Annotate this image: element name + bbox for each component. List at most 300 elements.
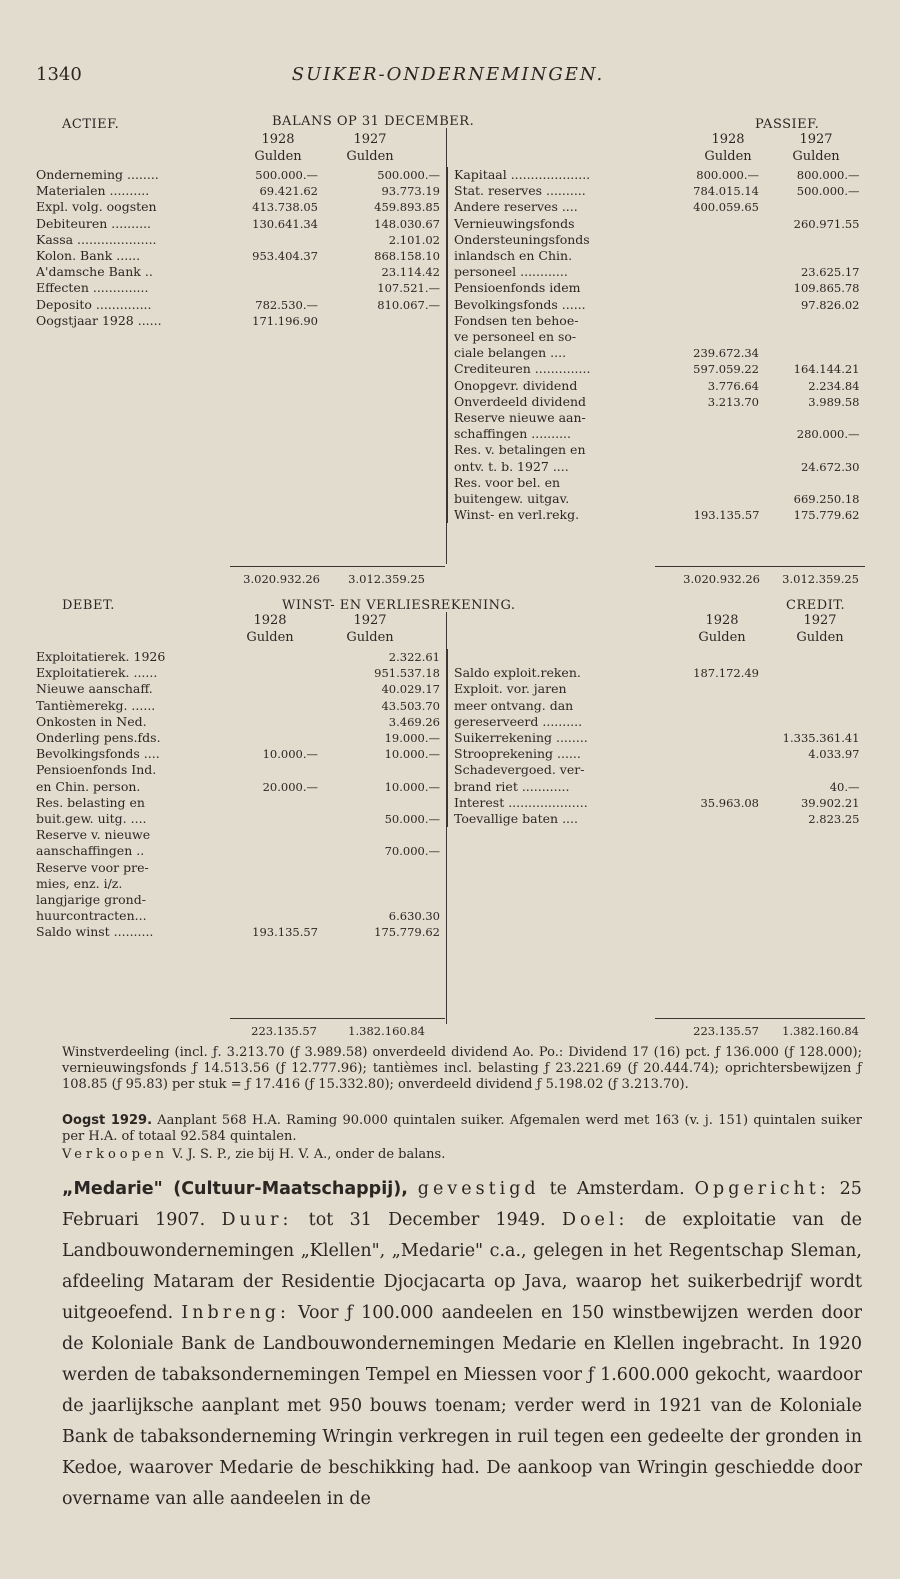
- page-header: [36, 64, 860, 90]
- row-label: personeel ............: [448, 264, 654, 280]
- row-label: buit.gew. uitg. ....: [36, 811, 147, 827]
- row-label: Res. voor bel. en: [448, 475, 654, 491]
- debet-row: [36, 795, 446, 811]
- value-1927: 107.521.—: [377, 281, 440, 296]
- value-1927: 19.000.—: [384, 731, 440, 746]
- row-label: huurcontracten...: [36, 908, 147, 924]
- row-label: aanschaffingen ..: [36, 843, 145, 859]
- value-1928: [232, 876, 324, 892]
- passief-table: [447, 167, 866, 523]
- row-label: Effecten ..............: [36, 280, 149, 296]
- value-1927: 810.067.—: [377, 297, 440, 312]
- value-1928: [654, 216, 766, 232]
- actief-year-b: 1927: [353, 132, 387, 147]
- passief-row: [448, 507, 866, 523]
- value-1928: [232, 892, 324, 908]
- actief-unit-b: Gulden: [346, 149, 394, 164]
- value-1928: [654, 313, 766, 329]
- row-label: mies, enz. i/z.: [36, 875, 123, 891]
- value-1927: 10.000.—: [384, 779, 440, 794]
- value-1928: [654, 410, 766, 426]
- row-label: Oogstjaar 1928 ......: [36, 312, 162, 328]
- debet-row: [36, 665, 446, 681]
- passief-row: [448, 410, 866, 426]
- value-1928: [232, 908, 324, 924]
- debet-row: [36, 876, 446, 892]
- debet-unit-b: Gulden: [346, 630, 394, 645]
- value-1927: [766, 762, 866, 778]
- value-1927: 175.779.62: [793, 508, 860, 523]
- pl-title: WINST- EN VERLIESREKENING.: [282, 598, 516, 613]
- passief-row: [448, 232, 866, 248]
- passief-row: [448, 199, 866, 215]
- passief-row: [448, 297, 866, 313]
- passief-row: [448, 313, 866, 329]
- value-1928: [654, 811, 766, 827]
- debet-total-rule: [230, 1018, 445, 1019]
- passief-label: PASSIEF.: [755, 117, 820, 132]
- value-1928: [654, 329, 766, 345]
- debet-row: [36, 843, 446, 859]
- doel-label: Doel:: [561, 1210, 629, 1230]
- debet-row: [36, 924, 446, 940]
- debet-row: [36, 730, 446, 746]
- value-1927: [766, 649, 866, 665]
- value-1927: 40.—: [829, 779, 860, 794]
- value-1927: 164.144.21: [793, 362, 860, 377]
- passief-year-a: 1928: [711, 132, 745, 147]
- winstverdeeling-note: Winstverdeeling (incl. ƒ. 3.213.70 (ƒ 3.989.58) onverdeeld dividend Ao. Po.: Dividend 17 (16) pct. ƒ 136.000 (ƒ 128.000); vernieuwingsfonds ƒ 14.513.56 (ƒ 12.777.96); tantièmes incl. belasting ƒ 23.221.69 (ƒ 20.444.74); oprichtersbewijzen ƒ 108.85 (ƒ 95.83) per stuk = ƒ 17.416 (ƒ 15.332.80); onverdeeld dividend ƒ 5.198.02 (ƒ 3.213.70).: [62, 1045, 862, 1092]
- row-label: Onverdeeld dividend: [448, 394, 654, 410]
- row-label: Onopgevr. dividend: [448, 378, 654, 394]
- row-label: Andere reserves ....: [448, 199, 654, 215]
- value-1927: 24.672.30: [800, 459, 860, 474]
- value-1927: 1.335.361.41: [782, 731, 860, 745]
- row-label: Saldo winst ..........: [36, 924, 154, 940]
- credit-unit-a: Gulden: [698, 630, 746, 645]
- oogst-text: Aanplant 568 H.A. Raming 90.000 quintalen suiker. Afgemalen werd met 163 (v. j. 151) quintalen suiker per H.A. of totaal 92.584 quintalen.: [62, 1113, 862, 1144]
- doel-text: de exploitatie van de Landbouwondernemingen „Klellen", „Medarie" c.a., gelegen in het Regentschap Sleman, afdeeling Mataram der Residentie Djocjacarta op Java, waarop het suikerbedrijf wordt uitgeoefend.: [62, 1210, 862, 1323]
- value-1928: 69.421.62: [259, 184, 318, 199]
- passief-row: [448, 216, 866, 232]
- row-label: Onderneming ........: [36, 167, 159, 182]
- row-label: Reserve nieuwe aan-: [448, 410, 654, 426]
- actief-row: [36, 280, 446, 296]
- debet-unit-a: Gulden: [246, 630, 294, 645]
- actief-total-a: 3.020.932.26: [243, 572, 320, 586]
- value-1928: 10.000.—: [262, 747, 318, 762]
- value-1928: [654, 297, 766, 313]
- credit-unit-b: Gulden: [796, 630, 844, 645]
- credit-row: [448, 811, 866, 827]
- row-label: Interest ....................: [448, 795, 654, 811]
- value-1927: 43.503.70: [381, 698, 440, 713]
- passief-total-a: 3.020.932.26: [683, 572, 760, 586]
- credit-row: [448, 665, 866, 681]
- debet-row: [36, 746, 446, 762]
- passief-total-b: 3.012.359.25: [782, 572, 859, 586]
- debet-row: [36, 892, 446, 908]
- value-1928: [232, 795, 324, 811]
- value-1928: [654, 649, 766, 665]
- row-label: Tantièmerekg. ......: [36, 697, 156, 713]
- value-1928: [654, 264, 766, 280]
- passief-row: [448, 329, 866, 345]
- value-1928: 782.530.—: [255, 297, 318, 312]
- value-1928: [654, 248, 766, 264]
- value-1927: 280.000.—: [796, 427, 860, 442]
- gevestigd-text: te Amsterdam.: [549, 1179, 685, 1199]
- credit-total-a: 223.135.57: [693, 1024, 759, 1038]
- credit-row: [448, 649, 866, 665]
- passief-row: [448, 442, 866, 458]
- value-1928: [654, 746, 766, 762]
- page-number: 1340: [36, 64, 82, 85]
- passief-row: [448, 394, 866, 410]
- actief-row: [36, 232, 446, 248]
- row-label: Pensioenfonds Ind.: [36, 762, 157, 778]
- passief-total-rule: [655, 566, 865, 567]
- row-label: Bevolkingsfonds ....: [36, 746, 160, 762]
- value-1927: 459.893.85: [374, 200, 440, 215]
- debet-row: [36, 827, 446, 843]
- value-1928: [232, 280, 324, 296]
- value-1927: [766, 410, 866, 426]
- value-1927: [766, 329, 866, 345]
- opgericht-label: Opgericht:: [694, 1179, 830, 1199]
- value-1927: 6.630.30: [388, 909, 440, 924]
- row-label: Deposito ..............: [36, 296, 152, 312]
- value-1927: 3.989.58: [808, 394, 860, 409]
- row-label: Exploit. vor. jaren: [448, 681, 654, 697]
- row-label: en Chin. person.: [36, 778, 141, 794]
- value-1928: 400.059.65: [693, 200, 759, 215]
- passief-unit-a: Gulden: [704, 149, 752, 164]
- value-1927: 2.234.84: [808, 378, 860, 393]
- value-1928: [232, 762, 324, 778]
- row-label: Schadevergoed. ver-: [448, 762, 654, 778]
- row-label: Stat. reserves ..........: [448, 183, 654, 199]
- value-1928: 239.672.34: [693, 346, 759, 361]
- value-1927: 109.865.78: [793, 281, 860, 296]
- row-label: gereserveerd ..........: [448, 714, 654, 730]
- value-1927: 500.000.—: [377, 168, 440, 182]
- value-1927: 4.033.97: [808, 747, 860, 762]
- value-1927: [766, 698, 866, 714]
- value-1927: 500.000.—: [796, 184, 860, 199]
- opgericht-text: 25 Februari 1907.: [62, 1179, 862, 1230]
- row-label: Pensioenfonds idem: [448, 280, 654, 296]
- value-1927: 3.469.26: [388, 714, 440, 729]
- value-1927: 23.114.42: [381, 265, 440, 280]
- value-1928: [232, 827, 324, 843]
- passief-row: [448, 248, 866, 264]
- row-label: brand riet ............: [448, 779, 654, 795]
- actief-table: [36, 167, 446, 329]
- row-label: ontv. t. b. 1927 ....: [448, 459, 654, 475]
- row-label: Kolon. Bank ......: [36, 248, 141, 264]
- value-1928: 800.000.—: [696, 168, 759, 182]
- debet-row: [36, 698, 446, 714]
- row-label: Onkosten in Ned.: [36, 713, 147, 729]
- row-label: Kapitaal ....................: [448, 167, 654, 183]
- value-1928: [232, 843, 324, 859]
- actief-row: [36, 167, 446, 183]
- debet-row: [36, 762, 446, 778]
- row-label: Saldo exploit.reken.: [448, 665, 654, 681]
- value-1927: 39.902.21: [800, 795, 860, 810]
- value-1928: 3.776.64: [707, 378, 759, 393]
- value-1928: [232, 649, 324, 665]
- credit-row: [448, 746, 866, 762]
- running-title: SUIKER-ONDERNEMINGEN.: [291, 64, 605, 85]
- row-label: meer ontvang. dan: [448, 698, 654, 714]
- row-label: Debiteuren ..........: [36, 215, 152, 231]
- value-1928: [654, 459, 766, 475]
- passief-row: [448, 167, 866, 183]
- row-label: Reserve voor pre-: [36, 859, 149, 875]
- value-1927: 93.773.19: [381, 184, 440, 199]
- passief-row: [448, 280, 866, 296]
- duur-label: Duur:: [221, 1210, 293, 1230]
- row-label: Exploitatierek. ......: [36, 665, 158, 681]
- credit-year-b: 1927: [803, 613, 837, 628]
- value-1927: [766, 232, 866, 248]
- actief-year-a: 1928: [261, 132, 295, 147]
- credit-year-a: 1928: [705, 613, 739, 628]
- row-label: Res. v. betalingen en: [448, 442, 654, 458]
- actief-row: [36, 264, 446, 280]
- debet-year-a: 1928: [253, 613, 287, 628]
- debet-total-b: 1.382.160.84: [348, 1024, 425, 1038]
- row-label: Onderling pens.fds.: [36, 730, 161, 746]
- inbreng-label: Inbreng:: [181, 1303, 290, 1323]
- value-1927: [766, 345, 866, 361]
- value-1927: 175.779.62: [374, 925, 440, 940]
- oogst-label: Oogst 1929.: [62, 1113, 153, 1128]
- value-1927: [324, 795, 446, 811]
- row-label: schaffingen ..........: [448, 426, 654, 442]
- value-1927: 50.000.—: [384, 812, 440, 827]
- row-label: Suikerrekening ........: [448, 730, 654, 746]
- actief-unit-a: Gulden: [254, 149, 302, 164]
- value-1928: [232, 232, 324, 248]
- value-1928: 20.000.—: [262, 779, 318, 794]
- value-1928: 193.135.57: [693, 508, 760, 523]
- actief-row: [36, 297, 446, 313]
- gevestigd-label: gevestigd: [417, 1179, 540, 1199]
- balance-title: BALANS OP 31 DECEMBER.: [272, 114, 475, 129]
- actief-row: [36, 313, 446, 329]
- value-1928: [232, 665, 324, 681]
- value-1927: [766, 475, 866, 491]
- value-1928: [654, 681, 766, 697]
- value-1928: [654, 698, 766, 714]
- value-1928: 500.000.—: [255, 168, 318, 182]
- value-1927: 868.158.10: [374, 249, 440, 264]
- debet-label: DEBET.: [62, 598, 115, 613]
- passief-row: [448, 264, 866, 280]
- value-1928: [654, 714, 766, 730]
- value-1928: 953.404.37: [252, 249, 318, 264]
- oogst-note: [62, 1113, 862, 1145]
- debet-row: [36, 908, 446, 924]
- passief-row: [448, 475, 866, 491]
- row-label: Strooprekening ......: [448, 746, 654, 762]
- value-1927: 260.971.55: [793, 216, 860, 231]
- value-1928: 187.172.49: [693, 666, 759, 681]
- value-1928: [654, 442, 766, 458]
- row-label: A'damsche Bank ..: [36, 264, 153, 280]
- actief-row: [36, 216, 446, 232]
- value-1927: [324, 827, 446, 843]
- passief-unit-b: Gulden: [792, 149, 840, 164]
- value-1928: [654, 232, 766, 248]
- value-1928: [654, 779, 766, 795]
- verkoopen-text: V. J. S. P., zie bij H. V. A., onder de balans.: [172, 1147, 446, 1162]
- value-1928: [654, 280, 766, 296]
- value-1927: [766, 199, 866, 215]
- passief-row: [448, 426, 866, 442]
- debet-row: [36, 860, 446, 876]
- row-label: Expl. volg. oogsten: [36, 199, 157, 215]
- actief-total-rule: [230, 566, 445, 567]
- passief-row: [448, 345, 866, 361]
- value-1927: 148.030.67: [374, 216, 440, 231]
- actief-row: [36, 248, 446, 264]
- credit-row: [448, 762, 866, 778]
- inbreng-text: Voor ƒ 100.000 aandeelen en 150 winstbewijzen werden door de Koloniale Bank de Landbouwondernemingen Medarie en Klellen ingebracht. In 1920 werden de tabaksondernemingen Tempel en Miessen voor ƒ 1.600.000 gekocht, waardoor de jaarlijksche aanplant met 950 bouws toenam; verder werd in 1921 van de Koloniale Bank de tabaksonderneming Wringin verkregen in ruil tegen een gedeelte der gronden in Kedoe, waarover Medarie de beschikking had. De aankoop van Wringin geschiedde door overname van alle aandeelen in de: [62, 1303, 862, 1509]
- row-label: Bevolkingsfonds ......: [448, 297, 654, 313]
- row-label: Exploitatierek. 1926: [36, 649, 166, 664]
- passief-row: [448, 361, 866, 377]
- row-label: Materialen ..........: [36, 183, 150, 199]
- value-1927: 97.826.02: [800, 297, 860, 312]
- credit-total-b: 1.382.160.84: [782, 1024, 859, 1038]
- value-1927: [766, 442, 866, 458]
- passief-row: [448, 491, 866, 507]
- company-name: „Medarie" (Cultuur-Maatschappij),: [62, 1179, 408, 1199]
- value-1928: 3.213.70: [707, 394, 759, 409]
- value-1928: [232, 811, 324, 827]
- value-1927: [766, 665, 866, 681]
- value-1928: [654, 491, 766, 507]
- row-label: Crediteuren ..............: [448, 361, 654, 377]
- row-label: Reserve v. nieuwe: [36, 827, 151, 843]
- value-1927: 669.250.18: [793, 492, 860, 507]
- actief-row: [36, 183, 446, 199]
- credit-row: [448, 730, 866, 746]
- credit-row: [448, 681, 866, 697]
- row-label: [448, 649, 654, 665]
- row-label: buitengew. uitgav.: [448, 491, 654, 507]
- value-1928: 35.963.08: [700, 795, 759, 810]
- value-1927: [766, 681, 866, 697]
- value-1927: 800.000.—: [796, 168, 860, 182]
- value-1928: [232, 730, 324, 746]
- debet-row: [36, 649, 446, 665]
- verkoopen-note: [62, 1147, 862, 1163]
- value-1928: [232, 264, 324, 280]
- row-label: Toevallige baten ....: [448, 811, 654, 827]
- row-label: Kassa ....................: [36, 231, 157, 247]
- value-1927: 40.029.17: [381, 682, 440, 697]
- value-1927: [766, 714, 866, 730]
- value-1927: [324, 762, 446, 778]
- verkoopen-label: Verkoopen: [62, 1147, 169, 1162]
- row-label: Fondsen ten behoe-: [448, 313, 654, 329]
- value-1928: [654, 762, 766, 778]
- value-1928: 597.059.22: [693, 362, 759, 377]
- value-1928: [654, 426, 766, 442]
- value-1928: [232, 698, 324, 714]
- medarie-paragraph: [62, 1174, 862, 1515]
- value-1927: [324, 313, 446, 329]
- debet-table: [36, 649, 446, 941]
- value-1927: 2.101.02: [388, 232, 440, 247]
- value-1927: 2.823.25: [808, 812, 860, 827]
- credit-row: [448, 698, 866, 714]
- debet-total-a: 223.135.57: [251, 1024, 317, 1038]
- row-label: ciale belangen ....: [448, 345, 654, 361]
- value-1927: 10.000.—: [384, 747, 440, 762]
- debet-row: [36, 681, 446, 697]
- actief-row: [36, 199, 446, 215]
- credit-row: [448, 714, 866, 730]
- value-1927: 2.322.61: [388, 650, 440, 664]
- credit-row: [448, 795, 866, 811]
- credit-total-rule: [655, 1018, 865, 1019]
- value-1928: [232, 714, 324, 730]
- passief-row: [448, 459, 866, 475]
- value-1928: 784.015.14: [693, 184, 759, 199]
- value-1927: [766, 248, 866, 264]
- value-1928: [654, 730, 766, 746]
- row-label: Nieuwe aanschaff.: [36, 681, 153, 697]
- row-label: Ondersteuningsfonds: [448, 232, 654, 248]
- passief-row: [448, 183, 866, 199]
- debet-year-b: 1927: [353, 613, 387, 628]
- passief-row: [448, 378, 866, 394]
- duur-text: tot 31 December 1949.: [308, 1210, 546, 1230]
- row-label: ve personeel en so-: [448, 329, 654, 345]
- value-1927: 23.625.17: [800, 265, 860, 280]
- actief-total-b: 3.012.359.25: [348, 572, 425, 586]
- value-1928: 413.738.05: [252, 200, 318, 215]
- value-1927: [324, 892, 446, 908]
- value-1928: 130.641.34: [252, 216, 318, 231]
- value-1927: [324, 860, 446, 876]
- value-1928: [232, 860, 324, 876]
- row-label: Res. belasting en: [36, 794, 145, 810]
- credit-row: [448, 779, 866, 795]
- credit-table: [447, 649, 866, 827]
- row-label: Winst- en verl.rekg.: [448, 507, 654, 523]
- value-1928: 171.196.90: [252, 313, 318, 328]
- debet-row: [36, 779, 446, 795]
- value-1927: 951.537.18: [374, 666, 440, 681]
- row-label: langjarige grond-: [36, 892, 146, 908]
- value-1928: [232, 681, 324, 697]
- value-1927: [766, 313, 866, 329]
- passief-year-b: 1927: [799, 132, 833, 147]
- credit-label: CREDIT.: [786, 598, 846, 613]
- row-label: Vernieuwingsfonds: [448, 216, 654, 232]
- value-1928: [654, 475, 766, 491]
- row-label: inlandsch en Chin.: [448, 248, 654, 264]
- value-1928: 193.135.57: [252, 925, 318, 940]
- debet-row: [36, 714, 446, 730]
